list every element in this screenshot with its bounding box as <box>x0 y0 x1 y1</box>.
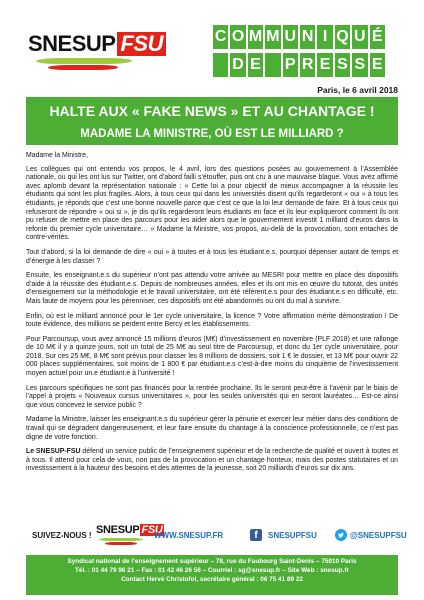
paragraph-rest: défend un service public de l’enseignement supérieur et de la recherche de qualité et ouvert à toutes et à tous. Il attend pour cela de vous, non pas de la provocation et un chantage honteux, mais des postes statutaires et un investissement à la hauteur des besoins et des attentes de la jeunesse, soit 20 milliards d’euros sur dix ans. <box>26 448 398 473</box>
footer-logo <box>95 524 163 550</box>
communique-letter: N <box>300 25 315 49</box>
de-presse-row <box>213 53 385 77</box>
paragraph: Ensuite, les enseignant.e.s du supérieur n’ont pas attendu votre arrivée au MESRI pour mettre en place des dispositifs d’aide à la réussite des étudiant.e.s. Depuis de nombreuses années, elles et ils ont mis en œuvre du tutorat, des unités d’enseignement sur la méthodologie et le travail universitaire, ont été référent.e.s pour des étudiant.e.s en difficulté, etc. Mais faute de moyens pour les pérenniser, ces dispositifs ont été abandonnés ou ont du mal à survivre. <box>26 272 398 305</box>
headline: HALTE AUX « FAKE NEWS » ET AU CHANTAGE ! <box>49 103 375 119</box>
contact-person: Contact Hervé Christofol, secrétaire général : 06 75 41 89 22 <box>121 575 303 583</box>
paragraph: Pour Parcoursup, vous avez annoncé 15 millions d’euros (M€) d’investissement en novembre (PLF 2018) et une rallonge de 10 M€ il y a quinze jours, soit un total de 25 M€ au seul titre de Parcoursup, et donc du 1er cycle universitaire, pour 2018. Sur ces 25 M€, 8 M€ sont prévus pour classer les 8 millions de dossiers, soit 1 € le dossier, et 13 M€ pour ouvrir 22 000 places supplémentaires, soit moins de 1 800 € par étudiant.e.s c’est-à-dire moins du cinquième de l’investissement moyen actuel pour un.e étudiant.e à l’université ! <box>26 335 398 378</box>
contact-address: Syndicat national de l’enseignement supérieur – 78, rue du Faubourg Saint-Denis – 75010 Paris <box>67 558 357 565</box>
twitter-link[interactable]: @SNESUPFSU <box>350 531 407 540</box>
communique-letter: S <box>352 53 367 77</box>
communique-letter: U <box>352 25 367 49</box>
twitter-icon[interactable] <box>335 529 347 541</box>
salutation: Madame la Ministre, <box>26 152 89 159</box>
logo-main: SNESUP <box>28 31 116 56</box>
contact-footer <box>26 555 398 595</box>
communique-letter: M <box>248 25 263 49</box>
paragraph <box>26 448 398 474</box>
footer-logo-wordmark <box>95 524 163 536</box>
communique-letter: E <box>248 53 263 77</box>
logo-fsu: FSU <box>117 32 166 56</box>
follow-bar <box>26 521 407 551</box>
footer-logo-main: SNESUP <box>96 524 140 536</box>
facebook-link[interactable]: SNESUPFSU <box>268 531 317 540</box>
communique-letter: C <box>213 25 228 49</box>
press-date: Paris, le 6 avril 2018 <box>317 85 398 95</box>
facebook-icon[interactable]: f <box>250 529 262 541</box>
communique-letter: S <box>335 53 350 77</box>
communique-letter: U <box>283 25 298 49</box>
follow-label: SUIVEZ-NOUS ! <box>32 531 92 540</box>
letter-body <box>26 152 398 480</box>
paragraph: Les parcours spécifiques ne sont pas financés pour la rentrée prochaine. Ils le seront peut-être à l’avenir par le biais de l’appel à projets « Nouveaux cursus universitaires », pour les seules universités qui en seront lauréates… Est-ce ainsi que vous concevez le service public ? <box>26 384 398 409</box>
logo-wordmark <box>28 32 166 56</box>
org-name: Le SNESUP-FSU <box>26 448 81 456</box>
communique-letter: I <box>317 25 332 49</box>
communique-letter: É <box>370 25 385 49</box>
paragraph: Tout d’abord, si la loi demande de dire « oui » à toutes et à tous les étudiant.e.s, pourquoi dépenser autant de temps et d’énergie à les classer ? <box>26 248 398 265</box>
footer-logo-swoosh-red <box>105 542 137 545</box>
footer-logo-swoosh-green <box>99 538 143 541</box>
communique-letter: P <box>283 53 298 77</box>
website-link[interactable]: WWW.SNESUP.FR <box>154 531 224 540</box>
communique-letter: O <box>230 25 245 49</box>
communique-row <box>213 25 385 49</box>
paragraph: Madame la Ministre, laisser les enseignant.e.s du supérieur gérer la pénurie et exercer leur métier dans des conditions de travail qui se dégradent dangereusement, et leur faire ensuite du chantage à la conscience professionnelle, ce n’est pas digne de votre fonction. <box>26 416 398 441</box>
footer-logo-fsu: FSU <box>141 524 163 536</box>
logo-swoosh <box>36 58 132 72</box>
communique-letter: M <box>265 25 280 49</box>
communique-letter: E <box>317 53 332 77</box>
communique-letter: D <box>230 53 245 77</box>
communique-letter <box>213 53 228 77</box>
logo-swoosh-green <box>35 58 133 64</box>
contact-phone-email: Tél. : 01 44 79 96 21 – Fax : 01 42 46 26 56 – Courriel : sg@snesup.fr – Site Web : snesup.fr <box>75 566 349 574</box>
communique-letter: Q <box>335 25 350 49</box>
communique-letter: R <box>300 53 315 77</box>
paragraph: Les collègues qui ont entendu vos propos, le 4 avril, lors des questions posées au gouvernement à l’Assemblée nationale, ou qui les ont lus sur Twitter, ont d’abord failli s’étouffer, puis ont cru à une mauvaise blague. Vous avez affirmé avec aplomb devant la représentation nationale : « Cette loi a pour objectif de mieux accompagner à la réussite les étudiants qui sont les plus fragiles. Alors, à tous ceux qui dans les universités disent qu’ils regarderont « oui » à tous les étudiants, je réponds que c’est une bonne nouvelle parce que c’est ce que la loi leur demande de faire. Et à tous ceux qui refuseront de répondre « oui si », je dis qu’ils regarderont leurs étudiants en face et ils leur expliqueront comment ils ont pu refuser de mettre en place des parcours pour les aider alors que le gouvernement investit 1 milliard d’euros dans la refonte du premier cycle universitaire… » Madame la Ministre, vos propos, au-delà de la provocation, sont entachés de contre-vérités. <box>26 165 398 242</box>
title-banner <box>26 97 398 145</box>
subheadline: MADAME LA MINISTRE, OÙ EST LE MILLIARD ? <box>80 128 344 140</box>
communique-letter <box>265 53 280 77</box>
logo-swoosh-red <box>47 65 119 70</box>
communique-letter: E <box>370 53 385 77</box>
paragraph: Enfin, où est le milliard annoncé pour le 1er cycle universitaire, la licence ? Votre affirmation mérite démonstration ! De toute évidence, des millions se perdent entre Bercy et les établissements. <box>26 312 398 329</box>
snesup-logo <box>28 30 163 80</box>
